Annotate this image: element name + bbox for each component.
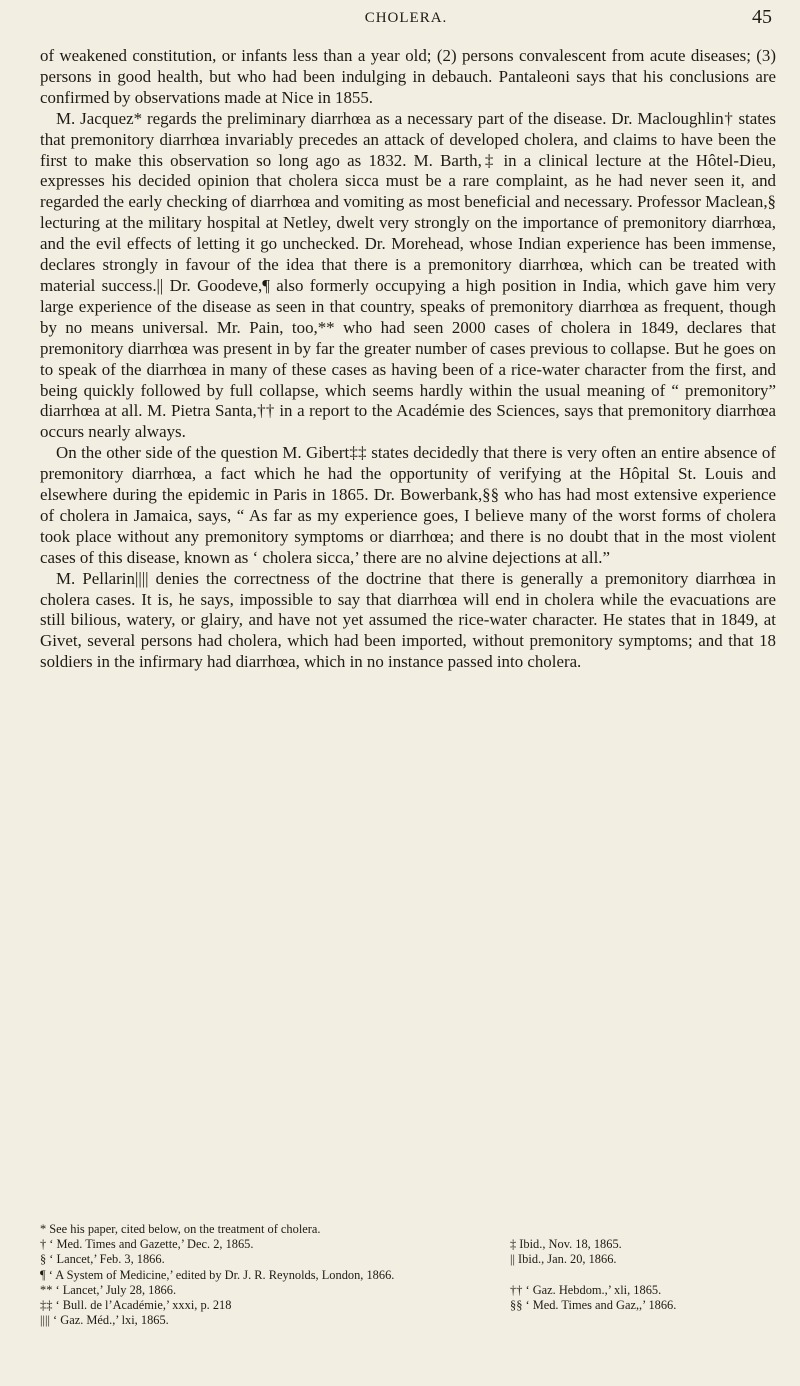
footnote: † ‘ Med. Times and Gazette,’ Dec. 2, 1865. — [40, 1237, 254, 1252]
footnote: ¶ ‘ A System of Medicine,’ edited by Dr. J. R. Reynolds, London, 1866. — [40, 1267, 395, 1282]
paragraph: On the other side of the question M. Gibert‡‡ states decidedly that there is very often an entire absence of premonitory diarrhœa, a fact which he had the opportunity of verifying at the Hôpital St. Louis and elsewhere during the epidemic in Paris in 1865. Dr. Bowerbank,§§ who has had most extensive experience of cholera in Jamaica, says, “ As far as my experience goes, I believe many of the worst forms of cholera took place without any premonitory symptoms or diarrhœa; and there is no doubt that in the most violent cases of this disease, known as ‘ cholera sicca,’ there are no alvine dejections at all.” — [40, 443, 776, 567]
paragraph: M. Jacquez* regards the preliminary diarrhœa as a necessary part of the disease. Dr. Macloughlin† states that premonitory diarrhœa invariably precedes an attack of developed cholera, and claims to have been the first to make this observation so long ago as 1832. M. Barth,‡ in a clinical lecture at the Hôtel-Dieu, expresses his decided opinion that cholera sicca must be a rare complaint, as he had never seen it, and regarded the early checking of diarrhœa and vomiting as most beneficial and necessary. Professor Maclean,§ lecturing at the military hospital at Netley, dwelt very strongly on the importance of premonitory diarrhœa, and the evil effects of letting it go unchecked. Dr. Morehead, whose Indian experience has been immense, declares strongly in favour of the idea that there is a premonitory diarrhœa, which can be treated with material success.|| Dr. Goodeve,¶ also formerly occupying a high position in India, which gave him very large experience of the disease as seen in that country, speaks of premonitory diarrhœa as frequent, though by no means universal. Mr. Pain, too,** who had seen 2000 cases of cholera in 1849, declares that premonitory diarrhœa was present in by far the greater number of cases previous to collapse. But he goes on to speak of the diarrhœa in many of these cases as having been of a rice-water character from the first, and being quickly followed by full collapse, which seems hardly within the usual meaning of “ premonitory” diarrhœa at all. M. Pietra Santa,†† in a report to the Académie des Sciences, says that premonitory diarrhœa occurs nearly always. — [40, 108, 776, 442]
footnote: § ‘ Lancet,’ Feb. 3, 1866. — [40, 1252, 165, 1267]
page-header — [40, 0, 772, 42]
footnote: |||| ‘ Gaz. Méd.,’ lxi, 1865. — [40, 1313, 169, 1328]
paragraph: of weakened constitution, or infants less than a year old; (2) persons convalescent from acute diseases; (3) persons in good health, but who had been indulging in debauch. Pantaleoni says that his conclusions are confirmed by observations made at Nice in 1855. — [40, 46, 776, 107]
footnote: ‡ Ibid., Nov. 18, 1865. — [510, 1237, 622, 1252]
footnote: †† ‘ Gaz. Hebdom.,’ xli, 1865. — [510, 1282, 662, 1297]
footnote: || Ibid., Jan. 20, 1866. — [510, 1252, 617, 1267]
footnote: ‡‡ ‘ Bull. de l’Académie,’ xxxi, p. 218 — [40, 1298, 232, 1313]
footnote: ** ‘ Lancet,’ July 28, 1866. — [40, 1282, 177, 1297]
footnote: §§ ‘ Med. Times and Gaz,,’ 1866. — [510, 1298, 677, 1313]
body-text — [40, 46, 776, 673]
running-title: CHOLERA. — [364, 10, 448, 26]
page-number: 45 — [752, 6, 772, 28]
footnotes — [40, 1222, 776, 1328]
footnote: * See his paper, cited below, on the treatment of cholera. — [40, 1222, 321, 1236]
paragraph: M. Pellarin|||| denies the correctness of the doctrine that there is generally a premonitory diarrhœa in cholera cases. It is, he says, impossible to say that diarrhœa will end in cholera while the evacuations are still bilious, watery, or glairy, and have not yet assumed the rice-water character. He states that in 1849, at Givet, several persons had cholera, which had been imported, without premonitory symptoms; and that 18 soldiers in the infirmary had diarrhœa, which in no instance passed into cholera. — [40, 568, 776, 672]
